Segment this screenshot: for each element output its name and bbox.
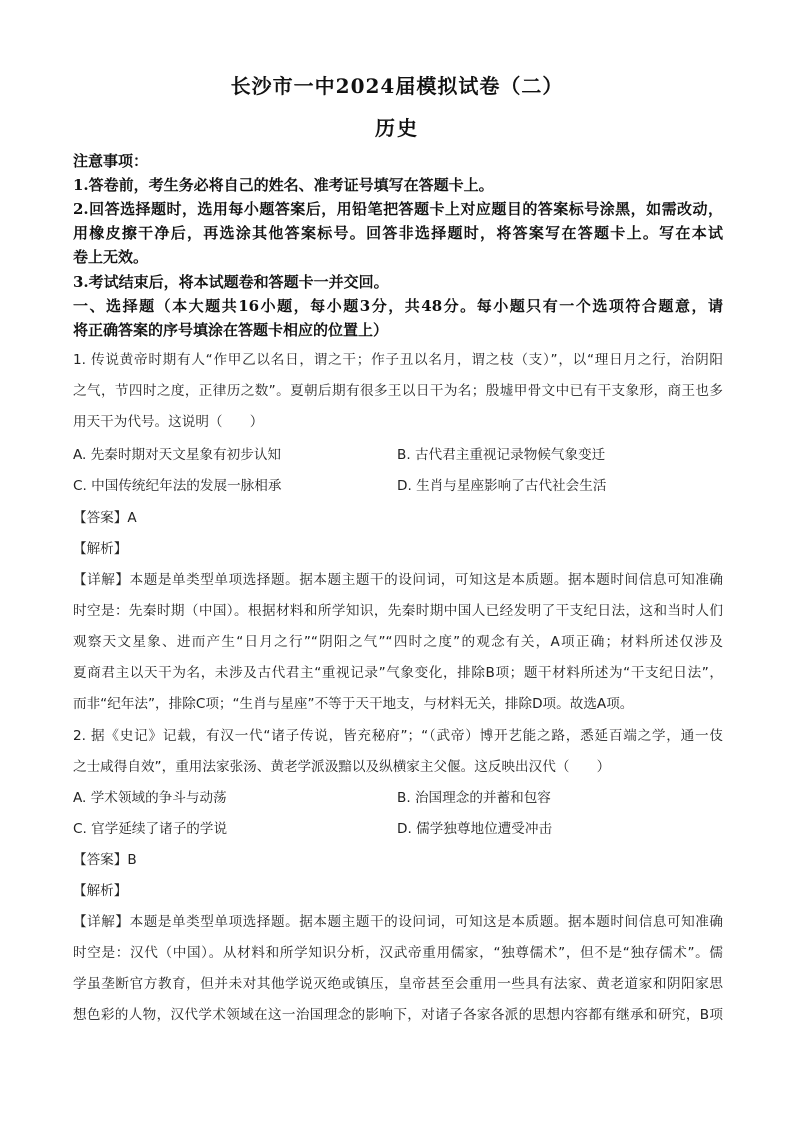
question-2-option-c: C. 官学延续了诸子的学说 xyxy=(73,821,228,837)
exam-title: 长沙市一中2024届模拟试卷（二） xyxy=(230,74,564,98)
question-2-answer: 【答案】B xyxy=(73,852,137,868)
notice-line: 用橡皮擦干净后，再选涂其他答案标号。回答非选择题时，将答案写在答题卡上。写在本试 xyxy=(73,224,723,242)
question-2-stem: 之士咸得自效”，重用法家张汤、黄老学派汲黯以及纵横家主父偃。这反映出汉代（ ） xyxy=(73,759,611,775)
question-1-detail: 时空是：先秦时期（中国）。根据材料和所学知识，先秦时期中国人已经发明了干支纪日法，这和当时人们 xyxy=(73,603,723,619)
question-1-detail: 而非“纪年法”，排除C项；“生肖与星座”不等于天干地支，与材料无关，排除D项。故选A项。 xyxy=(73,696,634,712)
question-1-stem: 之气，节四时之度，正律历之数”。夏朝后期有很多王以日干为名；殷墟甲骨文中已有干支象形，商王也多 xyxy=(73,383,723,399)
question-2-analysis-label: 【解析】 xyxy=(73,883,128,899)
question-1-detail: 夏商君主以天干为名，未涉及古代君主“重视记录”气象变化，排除B项；题干材料所述为“干支纪日法”， xyxy=(73,665,723,681)
question-1-analysis-label: 【解析】 xyxy=(73,541,128,557)
notice-line: 卷上无效。 xyxy=(73,248,149,266)
question-2-option-a: A. 学术领域的争斗与动荡 xyxy=(73,790,227,806)
question-1-option-b: B. 古代君主重视记录物候气象变迁 xyxy=(397,447,606,463)
question-1-answer: 【答案】A xyxy=(73,510,137,526)
question-1-detail: 【详解】本题是单类型单项选择题。据本题主题干的设问词，可知这是本质题。据本题时间信息可知准确 xyxy=(73,572,723,588)
question-2-detail: 时空是：汉代（中国）。从材料和所学知识分析，汉武帝重用儒家，“独尊儒术”，但不是“独存儒术”。儒 xyxy=(73,945,723,961)
question-1-option-a: A. 先秦时期对天文星象有初步认知 xyxy=(73,447,282,463)
question-2-option-d: D. 儒学独尊地位遭受冲击 xyxy=(397,821,553,837)
question-2-stem: 2. 据《史记》记载，有汉一代“诸子传说，皆充秘府”；“（武帝）博开艺能之路，悉延百端之学，通一伎 xyxy=(73,728,723,744)
notice-heading: 注意事项： xyxy=(73,152,149,170)
question-1-option-d: D. 生肖与星座影响了古代社会生活 xyxy=(397,478,607,494)
notice-line: 1.答卷前，考生务必将自己的姓名、准考证号填写在答题卡上。 xyxy=(73,176,494,194)
question-2-detail: 学虽垄断官方教育，但并未对其他学说灭绝或镇压，皇帝甚至会重用一些具有法家、黄老道家和阴阳家思 xyxy=(73,976,723,992)
question-1-stem: 1. 传说黄帝时期有人“作甲乙以名日，谓之干；作子丑以名月，谓之枝（支）”，以“理日月之行，治阴阳 xyxy=(73,352,723,368)
question-1-stem: 用天干为代号。这说明（ ） xyxy=(73,414,264,430)
question-1-option-c: C. 中国传统纪年法的发展一脉相承 xyxy=(73,478,282,494)
section-heading-cont: 将正确答案的序号填涂在答题卡相应的位置上） xyxy=(73,321,389,339)
notice-line: 3.考试结束后，将本试题卷和答题卡一并交回。 xyxy=(73,273,389,291)
notice-line: 2.回答选择题时，选用每小题答案后，用铅笔把答题卡上对应题目的答案标号涂黑，如需改动， xyxy=(73,200,723,218)
question-2-detail: 想色彩的人物，汉代学术领域在这一治国理念的影响下，对诸子各家各派的思想内容都有继承和研究，B项 xyxy=(73,1007,723,1023)
question-1-detail: 观察天文星象、进而产生“日月之行”“阴阳之气”“四时之度”的观念有关，A项正确；材料所述仅涉及 xyxy=(73,634,723,650)
subject-title: 历史 xyxy=(375,116,419,140)
section-heading: 一、选择题（本大题共16小题，每小题3分，共48分。每小题只有一个选项符合题意，请 xyxy=(73,297,723,315)
question-2-option-b: B. 治国理念的并蓄和包容 xyxy=(397,790,551,806)
question-2-detail: 【详解】本题是单类型单项选择题。据本题主题干的设问词，可知这是本质题。据本题时间信息可知准确 xyxy=(73,914,723,930)
